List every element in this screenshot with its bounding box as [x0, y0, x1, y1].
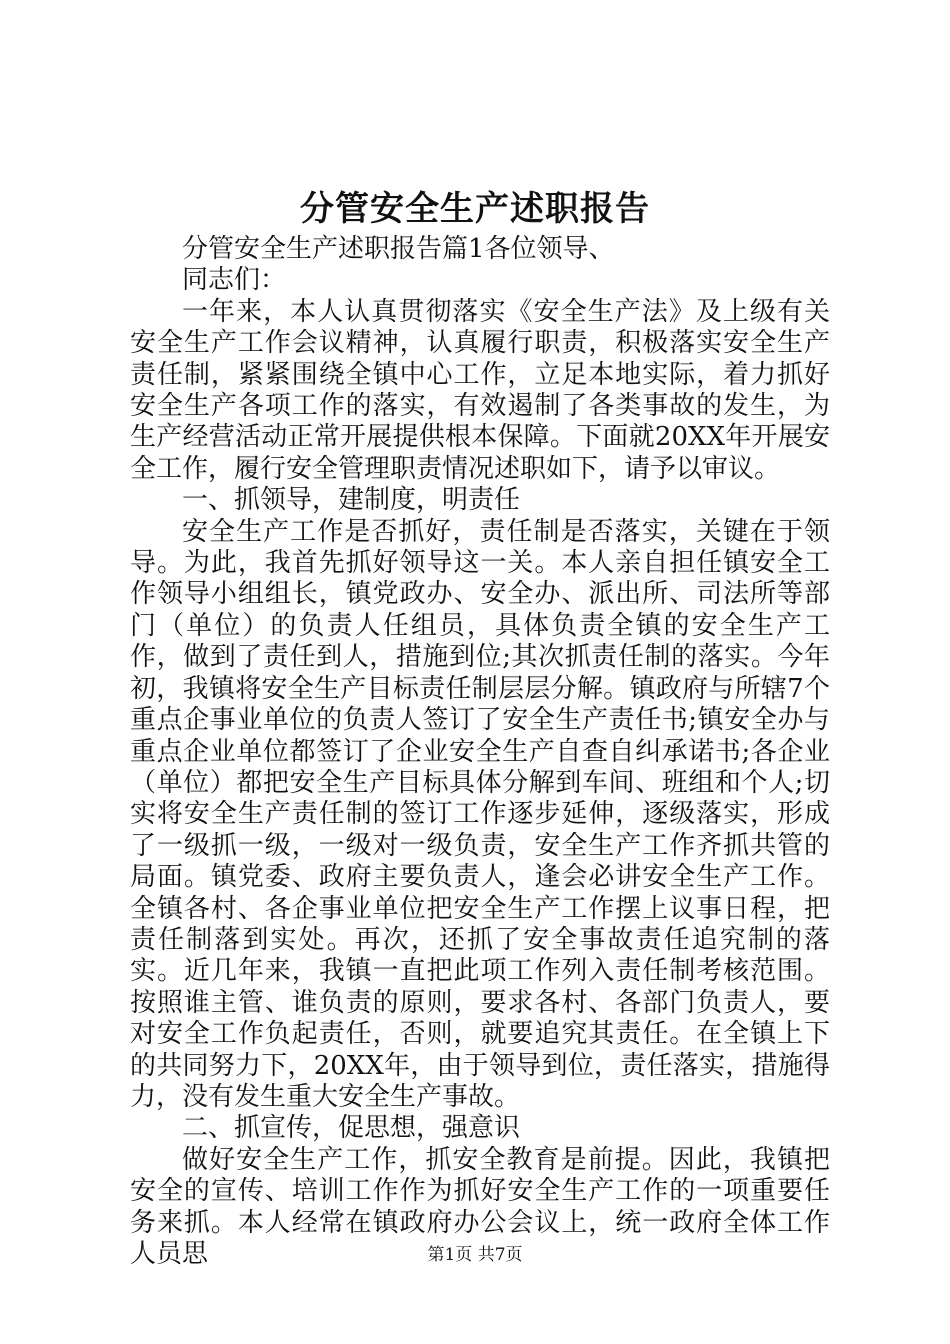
section-heading-2: 二、抓宣传，促思想，强意识	[182, 1113, 521, 1144]
section-heading-1: 一、抓领导，建制度，明责任	[182, 485, 521, 516]
document-body	[130, 234, 830, 1270]
paragraph-section-2: 做好安全生产工作，抓安全教育是前提。因此，我镇把安全的宣传、培训工作作为抓好安全生产工作的一项重要任务来抓。本人经常在镇政府办公会议上，统一政府全体工作人员思	[130, 1144, 830, 1269]
paragraph-opening: 分管安全生产述职报告篇1各位领导、	[182, 234, 615, 264]
page-number-footer: 第1页 共7页	[427, 1245, 523, 1265]
paragraph-section-1: 安全生产工作是否抓好，责任制是否落实，关键在于领导。为此，我首先抓好领导这一关。本人亲自担任镇安全工作领导小组组长，镇党政办、安全办、派出所、司法所等部门（单位）的负责人任组员，具体负责全镇的安全生产工作，做到了责任到人，措施到位;其次抓责任制的落实。今年初，我镇将安全生产目标责任制层层分解。镇政府与所辖7个重点企事业单位的负责人签订了安全生产责任书;镇安全办与重点企业单位都签订了企业安全生产自查自纠承诺书;各企业（单位）都把安全生产目标具体分解到车间、班组和个人;切实将安全生产责任制的签订工作逐步延伸，逐级落实，形成了一级抓一级，一级对一级负责，安全生产工作齐抓共管的局面。镇党委、政府主要负责人，逢会必讲安全生产工作。全镇各村、各企事业单位把安全生产工作摆上议事日程，把责任制落到实处。再次，还抓了安全事故责任追究制的落实。近几年来，我镇一直把此项工作列入责任制考核范围。按照谁主管、谁负责的原则，要求各村、各部门负责人，要对安全工作负起责任，否则，就要追究其责任。在全镇上下的共同努力下，20XX年，由于领导到位，责任落实，措施得力，没有发生重大安全生产事故。	[130, 516, 830, 1112]
paragraph-introduction: 一年来，本人认真贯彻落实《安全生产法》及上级有关安全生产工作会议精神，认真履行职责，积极落实安全生产责任制，紧紧围绕全镇中心工作，立足本地实际，着力抓好安全生产各项工作的落实，有效遏制了各类事故的发生，为生产经营活动正常开展提供根本保障。下面就20XX年开展安全工作，履行安全管理职责情况述职如下，请予以审议。	[130, 296, 830, 484]
paragraph-salutation: 同志们：	[182, 265, 287, 296]
document-title: 分管安全生产述职报告	[300, 189, 650, 229]
